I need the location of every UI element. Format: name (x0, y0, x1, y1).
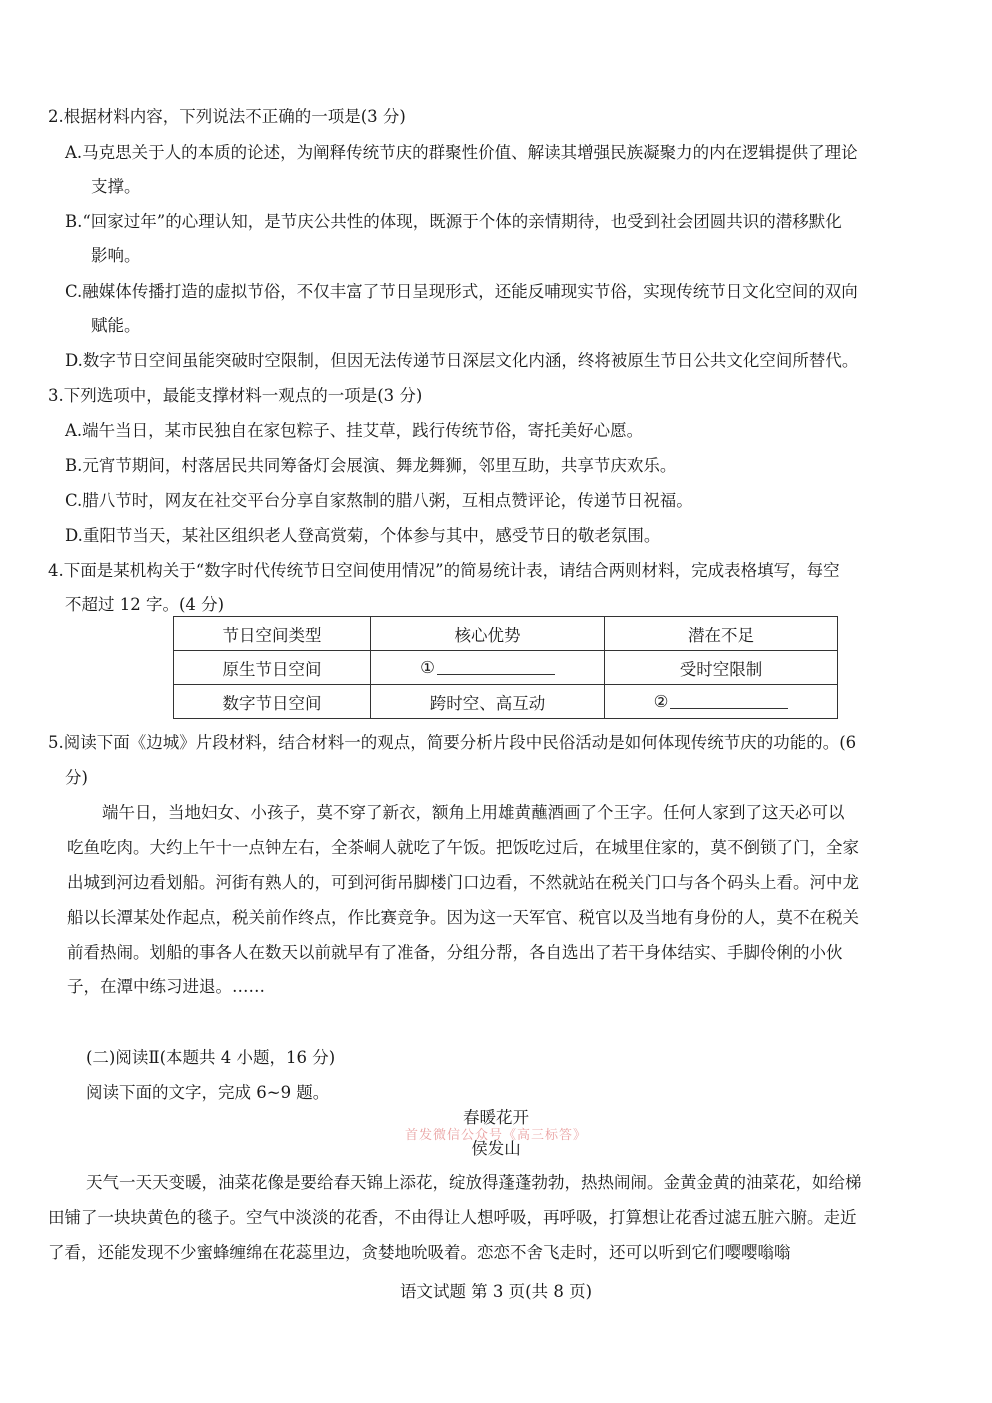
q3-option-b: B.元宵节期间，村落居民共同筹备灯会展演、舞龙舞狮，邻里互助，共享节庆欢乐。 (65, 456, 677, 475)
q2-option-d: D.数字节日空间虽能突破时空限制，但因无法传递节日深层文化内涵，终将被原生节日公共文化空间所替代。 (65, 351, 859, 370)
q3-option-c: C.腊八节时，网友在社交平台分享自家熬制的腊八粥，互相点赞评论，传递节日祝福。 (65, 491, 693, 510)
table-header: 节日空间类型 (174, 617, 371, 651)
blank-number: ② (653, 692, 669, 711)
q2-option-a-cont: 支撑。 (91, 177, 141, 196)
q3-option-d: D.重阳节当天，某社区组织老人登高赏菊，个体参与其中，感受节日的敬老氛围。 (65, 526, 661, 545)
answer-blank-cell (605, 685, 838, 719)
table-header: 潜在不足 (605, 617, 838, 651)
table-header-row (174, 617, 838, 651)
q3-stem: 3.下列选项中，最能支撑材料一观点的一项是(3 分) (48, 386, 423, 405)
article-line: 了看，还能发现不少蜜蜂缠绵在花蕊里边，贪婪地吮吸着。恋恋不舍飞走时，还可以听到它们嘤嘤嗡嗡 (48, 1243, 791, 1262)
section-instruction: 阅读下面的文字，完成 6~9 题。 (86, 1083, 330, 1102)
blank-number: ① (420, 658, 435, 677)
q2-option-b: B.“回家过年”的心理认知，是节庆公共性的体现，既源于个体的亲情期待，也受到社会团圆共识的潜移默化 (65, 212, 842, 231)
q5-passage-line: 子，在潭中练习进退。…… (67, 977, 265, 996)
watermark: 首发微信公众号《高三标答》 (404, 1128, 587, 1143)
table-cell: 受时空限制 (605, 651, 838, 685)
q5-passage-line: 端午日，当地妇女、小孩子，莫不穿了新衣，额角上用雄黄蘸酒画了个王字。任何人家到了这天必可以 (102, 803, 845, 822)
q3-option-a: A.端午当日，某市民独自在家包粽子、挂艾草，践行传统节俗，寄托美好心愿。 (65, 421, 644, 440)
table-cell: 数字节日空间 (174, 685, 371, 719)
section-title: (二)阅读Ⅱ(本题共 4 小题，16 分) (86, 1048, 336, 1067)
q5-passage-line: 出城到河边看划船。河街有熟人的，可到河街吊脚楼门口边看，不然就站在税关门口与各个码头上看。河中龙 (67, 873, 859, 892)
q4-stem: 4.下面是某机构关于“数字时代传统节日空间使用情况”的简易统计表，请结合两则材料，完成表格填写，每空 (48, 561, 840, 580)
q2-option-b-cont: 影响。 (91, 246, 141, 265)
answer-blank-2[interactable] (670, 692, 788, 709)
table-header: 核心优势 (371, 617, 605, 651)
q5-passage-line: 吃鱼吃肉。大约上午十一点钟左右，全茶峒人就吃了午饭。把饭吃过后，在城里住家的，莫不倒锁了门，全家 (67, 838, 859, 857)
answer-blank-cell (371, 651, 605, 685)
article-author: 侯发山 (471, 1139, 521, 1158)
table-cell: 跨时空、高互动 (371, 685, 605, 719)
q2-option-c: C.融媒体传播打造的虚拟节俗，不仅丰富了节日呈现形式，还能反哺现实节俗，实现传统节日文化空间的双向 (65, 282, 858, 301)
q2-stem: 2.根据材料内容，下列说法不正确的一项是(3 分) (48, 107, 406, 126)
q2-option-a: A.马克思关于人的本质的论述，为阐释传统节庆的群聚性价值、解读其增强民族凝聚力的内在逻辑提供了理论 (65, 143, 858, 162)
stats-table (173, 616, 838, 719)
table-cell: 原生节日空间 (174, 651, 371, 685)
page-footer: 语文试题 第 3 页(共 8 页) (399, 1282, 593, 1301)
q5-stem: 5.阅读下面《边城》片段材料，结合材料一的观点，简要分析片段中民俗活动是如何体现传统节庆的功能的。(6 (48, 733, 857, 752)
article-title: 春暖花开 (463, 1108, 529, 1127)
q4-stem-cont: 不超过 12 字。(4 分) (65, 595, 225, 614)
q5-passage-line: 前看热闹。划船的事各人在数天以前就早有了准备，分组分帮，各自选出了若干身体结实、手脚伶俐的小伙 (67, 943, 843, 962)
q5-passage-line: 船以长潭某处作起点，税关前作终点，作比赛竞争。因为这一天军官、税官以及当地有身份的人，莫不在税关 (67, 908, 859, 927)
q5-stem-cont: 分) (65, 768, 88, 787)
article-line: 天气一天天变暖，油菜花像是要给春天锦上添花，绽放得蓬蓬勃勃，热热闹闹。金黄金黄的油菜花，如给梯 (86, 1173, 862, 1192)
table-row (174, 651, 838, 685)
answer-blank-1[interactable] (437, 658, 555, 675)
table-row (174, 685, 838, 719)
article-line: 田铺了一块块黄色的毯子。空气中淡淡的花香，不由得让人想呼吸，再呼吸，打算想让花香过滤五脏六腑。走近 (48, 1208, 857, 1227)
q2-option-c-cont: 赋能。 (91, 316, 141, 335)
